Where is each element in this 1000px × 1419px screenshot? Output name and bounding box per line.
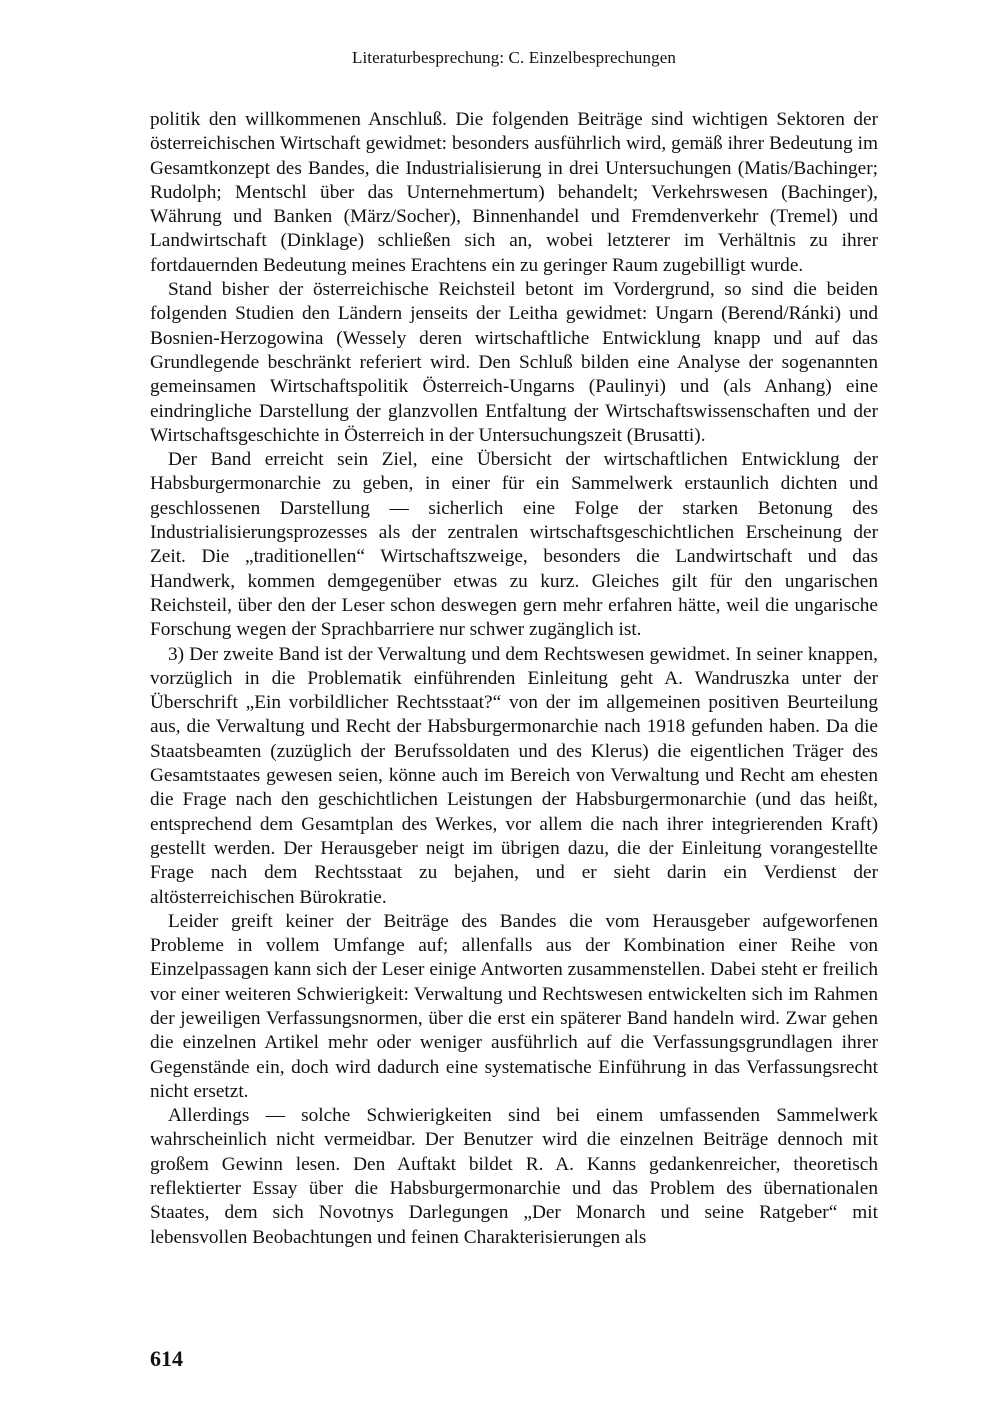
paragraph-4: 3) Der zweite Band ist der Verwaltung und dem Rechtswesen gewidmet. In seiner knappen, vorzüglich in die Problematik einführenden Einleitung geht A. Wandruszka unter der Überschrift „Ein vorbildlicher Rechtsstaat?“ von der im allgemeinen positiven Beurteilung aus, die Verwaltung und Recht der Habsburgermonarchie nach 1918 gefunden haben. Da die Staatsbeamten (zuzüglich der Berufssoldaten und des Klerus) die eigentlichen Träger des Gesamtstaates gewesen seien, könne auch im Bereich von Verwaltung und Recht am ehesten die Frage nach den geschichtlichen Leistungen der Habsburgermonarchie (und das heißt, entsprechend dem Gesamtplan des Werkes, vor allem die nach ihrer integrierenden Kraft) gestellt werden. Der Herausgeber neigt im übrigen dazu, die der Einleitung vorangestellte Frage nach dem Rechtsstaat zu bejahen, und er sieht darin ein Verdienst der altösterreichischen Bürokratie. (150, 643, 878, 908)
paragraph-1: politik den willkommenen Anschluß. Die folgenden Beiträge sind wichtigen Sektoren der österreichischen Wirtschaft gewidmet: besonders ausführlich wird, gemäß ihrer Bedeutung im Gesamtkonzept des Bandes, die Industrialisierung in drei Untersuchungen (Matis/Bachinger; Rudolph; Mentschl über das Unternehmertum) behandelt; Verkehrswesen (Bachinger), Währung und Banken (März/Socher), Binnenhandel und Fremdenverkehr (Tremel) und Landwirtschaft (Dinklage) schließen sich an, wobei letzterer im Verhältnis zu ihrer fortdauernden Bedeutung meines Erachtens ein zu geringer Raum zugebilligt wurde. (150, 109, 878, 276)
running-header: Literaturbesprechung: C. Einzelbesprechungen (352, 48, 676, 67)
paragraph-3: Der Band erreicht sein Ziel, eine Übersicht der wirtschaftlichen Entwicklung der Habsburgermonarchie zu geben, in einer für ein Sammelwerk erstaunlich dichten und geschlossenen Darstellung — sicherlich eine Folge der starken Betonung des Industrialisierungsprozesses als der zentralen wirtschaftsgeschichtlichen Erscheinung der Zeit. Die „traditionellen“ Wirtschaftszweige, besonders die Landwirtschaft und das Handwerk, kommen demgegenüber etwas zu kurz. Gleiches gilt für den ungarischen Reichsteil, über den der Leser schon deswegen gern mehr erfahren hätte, weil die ungarische Forschung wegen der Sprachbarriere nur schwer zugänglich ist. (150, 449, 878, 641)
document-page (150, 0, 878, 1419)
paragraph-2: Stand bisher der österreichische Reichsteil betont im Vordergrund, so sind die beiden folgenden Studien den Ländern jenseits der Leitha gewidmet: Ungarn (Berend/Ránki) und Bosnien-Herzogowina (Wessely deren wirtschaftliche Entwicklung knapp und auf das Grundlegende beschränkt referiert wird. Den Schluß bilden eine Analyse der sogenannten gemeinsamen Wirtschaftspolitik Österreich-Ungarns (Paulinyi) und (als Anhang) eine eindringliche Darstellung der glanzvollen Entfaltung der Wirtschaftswissenschaften und der Wirtschaftsgeschichte in Österreich in der Untersuchungszeit (Brusatti). (150, 279, 878, 446)
paragraph-6: Allerdings — solche Schwierigkeiten sind bei einem umfassenden Sammelwerk wahrscheinlich nicht vermeidbar. Der Benutzer wird die einzelnen Beiträge dennoch mit großem Gewinn lesen. Den Auftakt bildet R. A. Kanns gedankenreicher, theoretisch reflektierter Essay über die Habsburgermonarchie und das Problem des übernationalen Staates, dem sich Novotnys Darlegungen „Der Monarch und seine Ratgeber“ mit lebensvollen Beobachtungen und feinen Charakterisierungen als (150, 1105, 878, 1248)
paragraph-5: Leider greift keiner der Beiträge des Bandes die vom Herausgeber aufgeworfenen Probleme in vollem Umfange auf; allenfalls aus der Kombination einer Reihe von Einzelpassagen kann sich der Leser einige Antworten zusammenstellen. Dabei steht er freilich vor einer weiteren Schwierigkeit: Verwaltung und Rechtswesen entwickelten sich im Rahmen der jeweiligen Verfassungsnormen, über die erst ein späterer Band handeln wird. Zwar gehen die einzelnen Artikel mehr oder weniger ausführlich auf die Verfassungsgrundlagen ihrer Gegenstände ein, doch wird dadurch eine systematische Einführung in das Verfassungsrecht nicht ersetzt. (150, 910, 878, 1102)
page-number: 614 (150, 1346, 183, 1371)
body-text (150, 108, 878, 1250)
